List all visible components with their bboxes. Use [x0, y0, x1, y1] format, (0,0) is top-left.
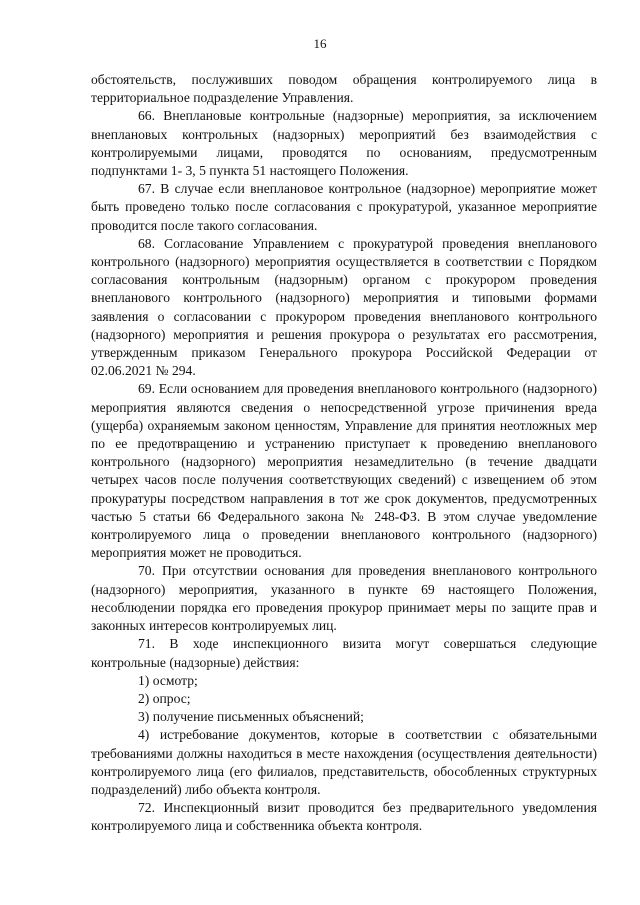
- paragraph-70: 70. При отсутствии основания для проведения внепланового контрольного (надзорного) мероприятия, указанного в пункте 69 настоящего Положения, несоблюдении порядка его проведения прокурор принимает меры по защите прав и законных интересов контролируемых лиц.: [91, 563, 597, 634]
- paragraph-72: 72. Инспекционный визит проводится без предварительного уведомления контролируемого лица и собственника объекта контроля.: [91, 800, 597, 834]
- document-body: [91, 71, 597, 836]
- paragraph-67: 67. В случае если внеплановое контрольное (надзорное) мероприятие может быть проведено только после согласования с прокуратурой, указанное мероприятие проводится после такого согласования.: [91, 181, 597, 233]
- list-item-2: 2) опрос;: [138, 690, 191, 706]
- list-item-4: 4) истребование документов, которые в соответствии с обязательными требованиями должны находиться в месте нахождения (осуществления деятельности) контролируемого лица (его филиалов, представительств, обособленных структурных подразделений) либо объекта контроля.: [91, 727, 597, 797]
- list-item-1: 1) осмотр;: [138, 672, 198, 688]
- paragraph-66: 66. Внеплановые контрольные (надзорные) мероприятия, за исключением внеплановых контрольных (надзорных) мероприятий без взаимодействия с контролируемыми лицами, проводятся по основаниям, предусмотренным подпунктами 1- 3, 5 пункта 51 настоящего Положения.: [91, 108, 597, 179]
- paragraph-71: 71. В ходе инспекционного визита могут совершаться следующие контрольные (надзорные) действия:: [91, 636, 597, 670]
- paragraph-68: 68. Согласование Управлением с прокуратурой проведения внепланового контрольного (надзорного) мероприятия осуществляется в соответствии с Порядком согласования контрольным (надзорным) органом с прокурором проведения внепланового контрольного (надзорного) мероприятия и типовыми формами заявления о согласовании с прокурором проведения внепланового контрольного (надзорного) мероприятия и решения прокурора о результатах его рассмотрения, утвержденным приказом Генерального прокурора Российской Федерации от 02.06.2021 № 294.: [91, 235, 597, 379]
- paragraph-continuation: обстоятельств, послуживших поводом обращения контролируемого лица в территориальное подразделение Управления.: [91, 72, 597, 106]
- list-item-3: 3) получение письменных объяснений;: [138, 709, 364, 725]
- page-number: 16: [313, 36, 327, 51]
- paragraph-69: 69. Если основанием для проведения внепланового контрольного (надзорного) мероприятия являются сведения о непосредственной угрозе причинения вреда (ущерба) охраняемым законом ценностям, Управление для принятия неотложных мер по ее предотвращению и устранению приступает к проведению внепланового контрольного (надзорного) мероприятия незамедлительно (в течение двадцати четырех часов после получения соответствующих сведений) с извещением об этом прокуратуры посредством направления в тот же срок документов, предусмотренных частью 5 статьи 66 Федерального закона № 248-ФЗ. В этом случае уведомление контролируемого лица о проведении внепланового контрольного (надзорного) мероприятия может не проводиться.: [91, 381, 597, 561]
